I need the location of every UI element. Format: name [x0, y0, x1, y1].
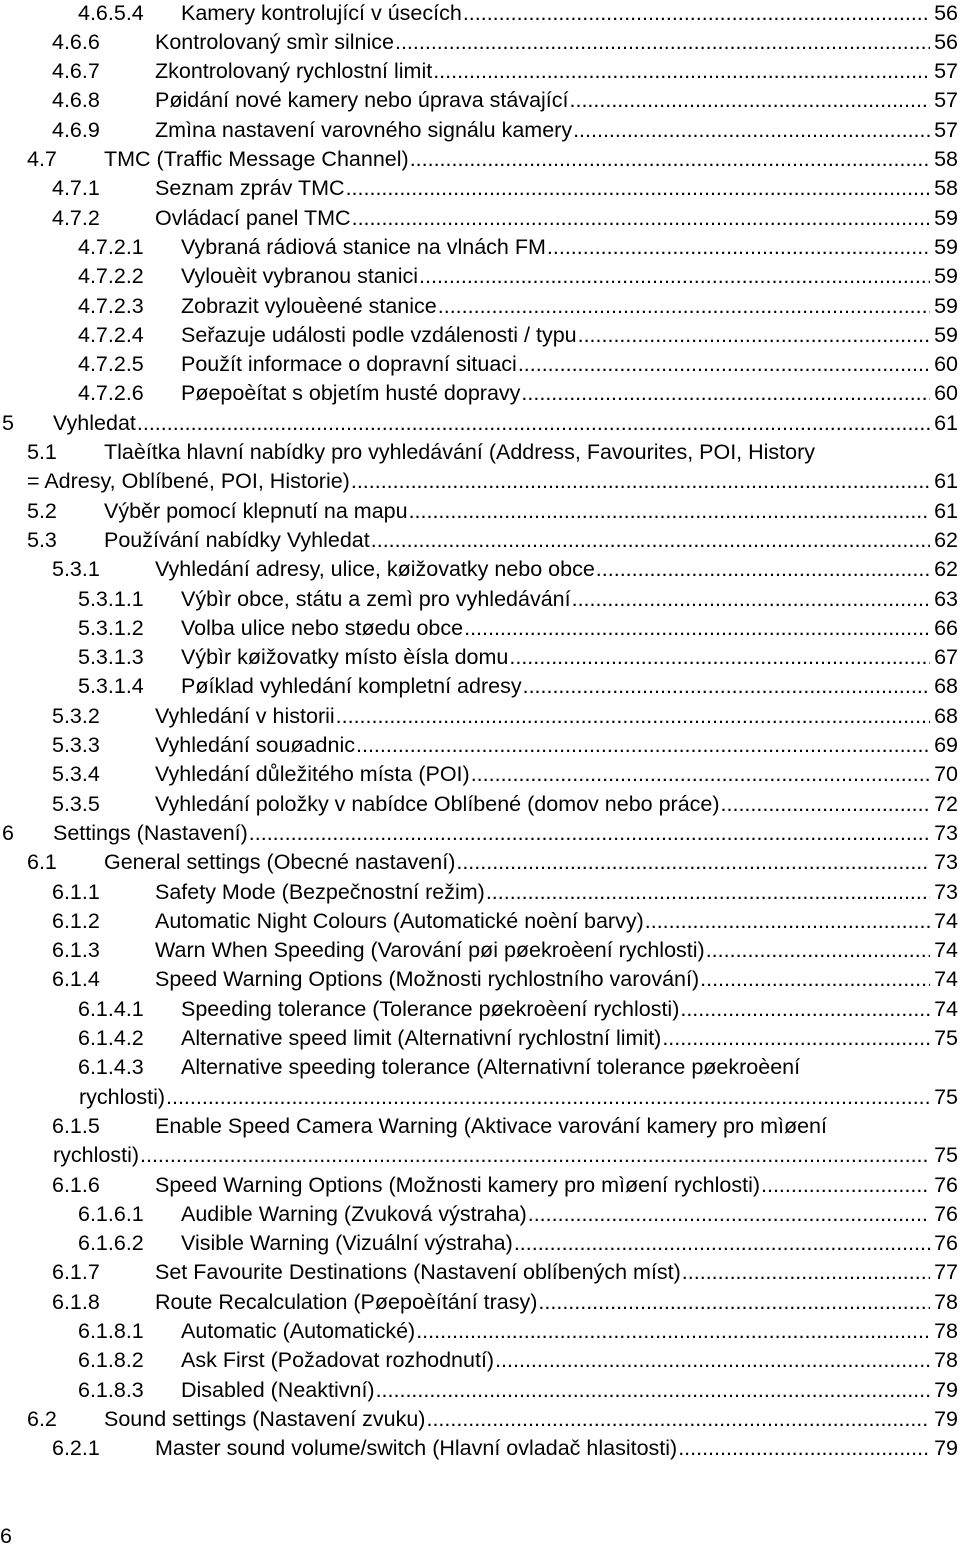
toc-entry-page: 75 [934, 1084, 958, 1109]
toc-dot-leader [538, 1288, 930, 1317]
toc-entry[interactable] [0, 1317, 958, 1346]
toc-entry-title: Alternative speeding tolerance (Alternativní tolerance pøekroèení [181, 1055, 801, 1080]
toc-entry[interactable] [0, 1053, 958, 1082]
toc-dot-leader [700, 965, 930, 994]
toc-entry-page: 58 [934, 176, 958, 201]
toc-entry-page: 68 [934, 674, 958, 699]
toc-entry-title: TMC (Traffic Message Channel) [104, 147, 409, 171]
toc-entry[interactable] [0, 116, 958, 145]
toc-entry-continuation[interactable] [0, 1141, 958, 1170]
toc-dot-leader [463, 0, 930, 28]
toc-entry[interactable] [0, 790, 958, 819]
toc-entry[interactable] [0, 907, 958, 936]
toc-entry[interactable] [0, 585, 958, 614]
toc-entry-title: Výbìr obce, státu a zemì pro vyhledávání [181, 586, 571, 611]
toc-dot-leader [518, 350, 930, 379]
toc-entry-number: 5.3.1.4 [78, 674, 144, 699]
toc-entry-title: Vyhledání v historii [155, 703, 335, 728]
toc-entry-number: 6.1.6 [52, 1172, 100, 1197]
toc-entry[interactable] [0, 1024, 958, 1053]
toc-entry-title: Vylouèit vybranou stanici [181, 264, 419, 289]
toc-entry-title: Seznam zpráv TMC [155, 176, 345, 201]
toc-entry-page: 69 [934, 733, 958, 757]
toc-entry-number: 4.7.2.1 [78, 234, 144, 259]
toc-entry-number: 6.1.4.2 [78, 1026, 144, 1050]
toc-entry-page: 78 [934, 1319, 958, 1343]
toc-entry-title: Vyhledání adresy, ulice, køižovatky nebo obce [155, 557, 595, 582]
toc-entry[interactable] [0, 497, 958, 526]
toc-entry-title: Settings (Nastavení) [53, 820, 248, 845]
toc-dot-leader [495, 1346, 930, 1375]
toc-entry-title: Pøepoèítat s objetím husté dopravy [181, 381, 521, 406]
toc-entry-page: 67 [934, 645, 958, 670]
toc-dot-leader [596, 555, 930, 584]
toc-entry-number: 4.7.2.2 [78, 264, 144, 289]
toc-entry-page: 59 [934, 322, 958, 347]
toc-entry-page: 56 [934, 29, 958, 54]
toc-entry-page: 75 [934, 1026, 958, 1050]
toc-entry-number: 5.2 [27, 498, 57, 523]
toc-entry-number: 4.7.2.3 [78, 293, 144, 318]
toc-entry-page: 57 [934, 117, 958, 142]
toc-entry[interactable] [0, 702, 958, 731]
toc-entry-number: 6.1.8.2 [78, 1348, 144, 1373]
toc-entry-number: 5.1 [27, 440, 57, 464]
toc-entry-title: Zmìna nastavení varovného signálu kamery [155, 117, 573, 142]
toc-entry-page: 61 [934, 498, 958, 523]
toc-entry[interactable] [0, 1434, 958, 1463]
toc-dot-leader [464, 614, 930, 643]
toc-entry-page: 79 [934, 1377, 958, 1402]
toc-entry-number: 5.3.5 [52, 791, 100, 816]
toc-entry[interactable] [0, 28, 958, 57]
toc-entry-number: 5.3.1.2 [78, 615, 144, 640]
toc-dot-leader [645, 907, 930, 936]
toc-entry-number: 4.7.2.4 [78, 322, 144, 347]
toc-entry-number: 5.3.1.3 [78, 645, 144, 670]
toc-entry-title: Ovládací panel TMC [155, 205, 351, 230]
toc-entry-title: Pøidání nové kamery nebo úprava stávající [155, 88, 569, 113]
toc-entry-page: 76 [934, 1231, 958, 1256]
toc-entry-number: 6.1.2 [52, 908, 100, 933]
toc-entry-page: 57 [934, 88, 958, 113]
toc-entry-page: 59 [934, 205, 958, 230]
toc-entry-title: Výběr pomocí klepnutí na mapu [104, 498, 408, 523]
toc-entry-title: Master sound volume/switch (Hlavní ovladač hlasitosti) [155, 1436, 678, 1461]
toc-entry-number: 4.6.5.4 [78, 0, 144, 25]
toc-entry-number: 5.3.1.1 [78, 586, 144, 611]
toc-entry-number: 6.1.4.1 [78, 996, 144, 1021]
toc-entry-title: Alternative speed limit (Alternativní rychlostní limit) [181, 1026, 662, 1050]
toc-entry-title: Tlaèítka hlavní nabídky pro vyhledávání (Address, Favourites, POI, History [104, 440, 816, 464]
toc-entry-page: 73 [934, 850, 958, 875]
toc-entry[interactable] [0, 145, 958, 174]
toc-dot-leader [682, 1258, 930, 1287]
toc-entry-title-continued: = Adresy, Oblíbené, POI, Historie) [27, 469, 350, 494]
toc-entry-page: 60 [934, 381, 958, 406]
toc-entry-title: Vyhledat [53, 410, 136, 435]
toc-dot-leader [356, 731, 930, 760]
toc-entry-number: 6.2.1 [52, 1436, 100, 1461]
toc-dot-leader [137, 409, 930, 438]
toc-entry-page: 73 [934, 820, 958, 845]
toc-entry-number: 4.6.6 [52, 29, 100, 54]
toc-entry[interactable] [0, 379, 958, 408]
toc-entry-page: 76 [934, 1172, 958, 1197]
toc-dot-leader [249, 819, 930, 848]
toc-dot-leader [433, 57, 930, 86]
toc-entry-number: 4.7.2.6 [78, 381, 144, 406]
toc-entry-number: 6.1 [27, 850, 57, 875]
toc-dot-leader [547, 233, 930, 262]
toc-entry[interactable] [0, 643, 958, 672]
toc-dot-leader [376, 1376, 930, 1405]
toc-dot-leader [528, 1200, 930, 1229]
toc-entry-number: 6.1.1 [52, 879, 100, 904]
toc-dot-leader [419, 262, 930, 291]
toc-dot-leader [514, 1229, 930, 1258]
toc-entry-page: 74 [934, 938, 958, 963]
toc-dot-leader [336, 702, 930, 731]
toc-dot-leader [438, 292, 930, 321]
toc-entry[interactable] [0, 350, 958, 379]
toc-dot-leader [409, 497, 930, 526]
toc-entry-title: Vybraná rádiová stanice na vlnách FM [181, 234, 546, 259]
toc-entry-title: Vyhledání položky v nabídce Oblíbené (domov nebo práce) [155, 791, 720, 816]
toc-entry-page: 56 [934, 0, 958, 25]
toc-dot-leader [521, 379, 930, 408]
toc-dot-leader [721, 790, 930, 819]
toc-entry-page: 62 [934, 557, 958, 582]
toc-entry-page: 68 [934, 703, 958, 728]
toc-entry-page: 66 [934, 615, 958, 640]
toc-entry-title: Sound settings (Nastavení zvuku) [104, 1406, 426, 1431]
toc-entry[interactable] [0, 409, 958, 438]
toc-entry[interactable] [0, 995, 958, 1024]
toc-entry[interactable] [0, 86, 958, 115]
toc-entry-title: Seřazuje události podle vzdálenosti / typu [181, 322, 577, 347]
toc-entry-page: 63 [934, 586, 958, 611]
toc-entry-number: 4.6.7 [52, 59, 100, 84]
toc-entry[interactable] [0, 819, 958, 848]
toc-entry-title: Disabled (Neaktivní) [181, 1377, 375, 1402]
toc-entry-page: 74 [934, 967, 958, 992]
toc-entry-page: 57 [934, 59, 958, 84]
toc-dot-leader [456, 848, 930, 877]
toc-entry[interactable] [0, 965, 958, 994]
toc-entry-page: 78 [934, 1289, 958, 1314]
toc-entry[interactable] [0, 0, 958, 28]
toc-entry-number: 5.3.1 [52, 557, 100, 582]
toc-entry-number: 4.7.2 [52, 205, 100, 230]
toc-entry-title: Zobrazit vylouèené stanice [181, 293, 437, 318]
toc-dot-leader [416, 1317, 930, 1346]
toc-entry[interactable] [0, 878, 958, 907]
toc-entry-title: Kontrolovaný smìr silnice [155, 29, 394, 54]
toc-entry-number: 4.7 [27, 147, 57, 171]
toc-entry-title: Warn When Speeding (Varování pøi pøekroèení rychlosti) [155, 938, 705, 963]
toc-entry-page: 61 [934, 410, 958, 435]
toc-entry-number: 4.7.1 [52, 176, 100, 201]
toc-entry-number: 4.6.8 [52, 88, 100, 113]
toc-entry-number: 5.3 [27, 527, 57, 552]
toc-dot-leader [166, 1083, 930, 1112]
toc-entry[interactable] [0, 321, 958, 350]
toc-entry-continuation[interactable] [0, 467, 958, 496]
toc-entry-title-continued: rychlosti) [79, 1084, 166, 1109]
toc-entry-continuation[interactable] [0, 1083, 958, 1112]
toc-entry-number: 4.6.9 [52, 117, 100, 142]
toc-dot-leader [761, 1171, 930, 1200]
toc-entry-number: 6.1.6.2 [78, 1231, 144, 1256]
toc-entry[interactable] [0, 848, 958, 877]
toc-entry-title: Zkontrolovaný rychlostní limit [155, 59, 433, 84]
toc-dot-leader [471, 760, 930, 789]
toc-entry-number: 6.1.8.1 [78, 1319, 144, 1343]
toc-entry-page: 74 [934, 996, 958, 1021]
toc-entry[interactable] [0, 555, 958, 584]
toc-entry-title: Safety Mode (Bezpečnostní režim) [155, 879, 485, 904]
toc-entry[interactable] [0, 204, 958, 233]
toc-entry-title: Automatic Night Colours (Automatické noèní barvy) [155, 908, 644, 933]
toc-entry-number: 6.1.3 [52, 938, 100, 963]
toc-entry-number: 6.1.4 [52, 967, 100, 992]
toc-entry-title: Použít informace o dopravní situaci [181, 352, 517, 377]
toc-entry-number: 6.1.8.3 [78, 1377, 144, 1402]
toc-entry-title: Výbìr køižovatky místo èísla domu [181, 645, 509, 670]
toc-entry-page: 73 [934, 879, 958, 904]
toc-dot-leader [706, 936, 930, 965]
toc-entry[interactable] [0, 262, 958, 291]
toc-entry[interactable] [0, 1288, 958, 1317]
toc-entry-title: Pøíklad vyhledání kompletní adresy [181, 674, 522, 699]
page-number: 6 [0, 1524, 12, 1548]
toc-entry[interactable] [0, 174, 958, 203]
toc-dot-leader [570, 86, 931, 115]
toc-entry-page: 70 [934, 762, 958, 787]
toc-entry-page: 79 [934, 1406, 958, 1431]
toc-entry-page: 77 [934, 1260, 958, 1285]
toc-entry-title: Route Recalculation (Pøepoèítání trasy) [155, 1289, 538, 1314]
toc-dot-leader [351, 467, 930, 496]
toc-dot-leader [523, 672, 930, 701]
toc-dot-leader [395, 28, 930, 57]
toc-entry[interactable] [0, 614, 958, 643]
toc-dot-leader [662, 1024, 930, 1053]
toc-entry-page: 72 [934, 791, 958, 816]
toc-entry-number: 6.1.4.3 [78, 1055, 144, 1080]
toc-entry-title: Používání nabídky Vyhledat [104, 527, 370, 552]
toc-dot-leader [509, 643, 930, 672]
toc-entry[interactable] [0, 292, 958, 321]
toc-dot-leader [410, 145, 930, 174]
toc-entry-number: 6.2 [27, 1406, 57, 1431]
toc-entry-title: Visible Warning (Vizuální výstraha) [181, 1231, 513, 1256]
toc-entry-page: 59 [934, 234, 958, 259]
toc-dot-leader [578, 321, 930, 350]
toc-entry[interactable] [0, 760, 958, 789]
toc-entry-number: 6.1.8 [52, 1289, 100, 1314]
toc-entry-page: 62 [934, 527, 958, 552]
toc-entry-number: 5.3.4 [52, 762, 100, 787]
toc-entry-title: Enable Speed Camera Warning (Aktivace varování kamery pro mìøení [155, 1113, 827, 1138]
toc-entry[interactable] [0, 1405, 958, 1434]
toc-entry-page: 58 [934, 147, 958, 171]
toc-dot-leader [140, 1141, 930, 1170]
toc-entry[interactable] [0, 1376, 958, 1405]
toc-entry-page: 61 [934, 469, 958, 494]
toc-dot-leader [572, 585, 930, 614]
toc-entry-number: 5.3.3 [52, 733, 100, 757]
toc-dot-leader [486, 878, 930, 907]
toc-entry-number: 6.1.5 [52, 1113, 100, 1138]
toc-entry-title: Set Favourite Destinations (Nastavení oblíbených míst) [155, 1260, 681, 1285]
toc-entry-number: 5.3.2 [52, 703, 100, 728]
toc-entry-number: 4.7.2.5 [78, 352, 144, 377]
toc-dot-leader [678, 1434, 930, 1463]
toc-entry[interactable] [0, 233, 958, 262]
toc-entry-number: 6.1.6.1 [78, 1201, 144, 1226]
toc-entry-page: 75 [934, 1143, 958, 1168]
toc-entry[interactable] [0, 438, 958, 467]
toc-entry-title: Speeding tolerance (Tolerance pøekroèení rychlosti) [181, 996, 680, 1021]
toc-dot-leader [680, 995, 930, 1024]
toc-entry-title: Kamery kontrolující v úsecích [181, 0, 462, 25]
toc-entry-title: General settings (Obecné nastavení) [104, 850, 456, 875]
toc-entry[interactable] [0, 672, 958, 701]
toc-entry-title: Speed Warning Options (Možnosti kamery pro mìøení rychlosti) [155, 1172, 761, 1197]
toc-entry[interactable] [0, 1200, 958, 1229]
toc-entry-page: 59 [934, 293, 958, 318]
toc-dot-leader [426, 1405, 930, 1434]
toc-entry-title: Vyhledání důležitého místa (POI) [155, 762, 470, 787]
toc-entry-title: Audible Warning (Zvuková výstraha) [181, 1201, 527, 1226]
toc-dot-leader [346, 174, 930, 203]
toc-entry-number: 5 [2, 410, 14, 435]
toc-entry-page: 74 [934, 908, 958, 933]
toc-dot-leader [371, 526, 930, 555]
toc-dot-leader [352, 204, 930, 233]
toc-entry-page: 76 [934, 1201, 958, 1226]
toc-entry-number: 6 [2, 820, 14, 845]
toc-entry[interactable] [0, 1258, 958, 1287]
toc-entry[interactable] [0, 936, 958, 965]
toc-entry-page: 60 [934, 352, 958, 377]
toc-entry[interactable] [0, 526, 958, 555]
toc-entry-number: 6.1.7 [52, 1260, 100, 1285]
toc-dot-leader [573, 116, 930, 145]
toc-entry[interactable] [0, 731, 958, 760]
toc-entry[interactable] [0, 1171, 958, 1200]
toc-entry-title: Vyhledání souøadnic [155, 733, 355, 757]
toc-entry[interactable] [0, 1112, 958, 1141]
toc-entry-page: 59 [934, 264, 958, 289]
toc-entry-title: Ask First (Požadovat rozhodnutí) [181, 1348, 495, 1373]
toc-entry[interactable] [0, 1229, 958, 1258]
toc-entry[interactable] [0, 1346, 958, 1375]
toc-entry-title-continued: rychlosti) [53, 1143, 140, 1168]
toc-entry-page: 79 [934, 1436, 958, 1461]
toc-entry-title: Speed Warning Options (Možnosti rychlostního varování) [155, 967, 700, 992]
toc-entry-page: 78 [934, 1348, 958, 1373]
toc-entry[interactable] [0, 57, 958, 86]
toc-entry-title: Volba ulice nebo støedu obce [181, 615, 464, 640]
toc-entry-title: Automatic (Automatické) [181, 1319, 416, 1343]
